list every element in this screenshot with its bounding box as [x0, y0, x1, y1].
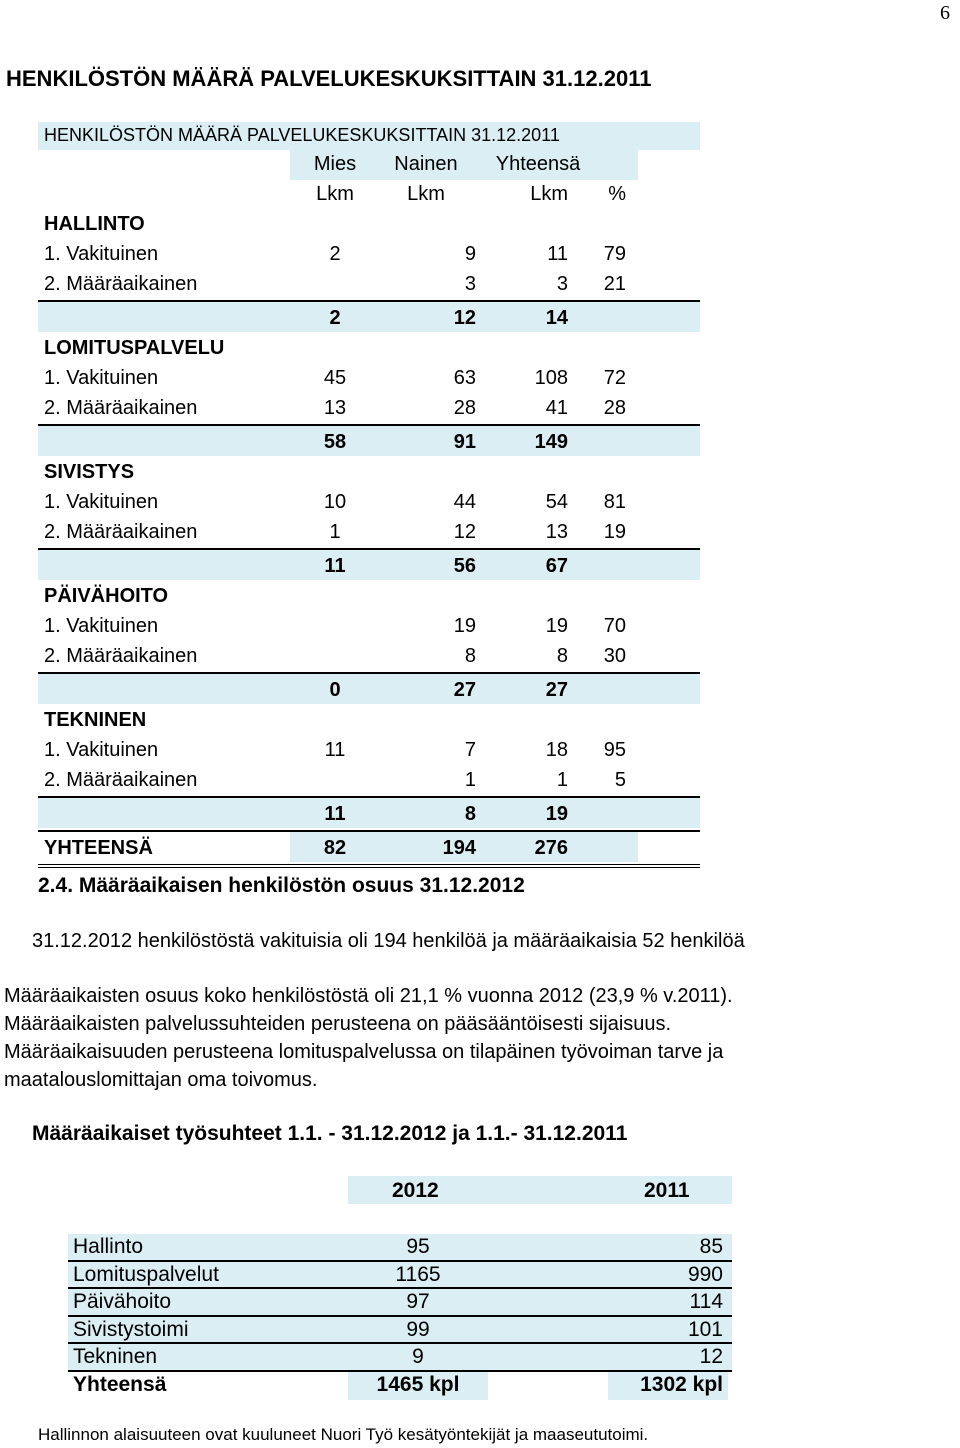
header-yhteensa: Yhteensä	[495, 153, 581, 175]
cell-percent: 19	[603, 521, 626, 543]
cell-mies: 11	[324, 739, 346, 761]
cell-nainen: 63	[453, 367, 476, 389]
contracts-2012: 99	[406, 1317, 430, 1341]
contracts-row	[68, 1289, 732, 1317]
row-label: 2. Määräaikainen	[44, 397, 198, 419]
contracts-row	[68, 1234, 732, 1262]
cell-yhteensa: 54	[545, 491, 568, 513]
year-2011: 2011	[644, 1179, 690, 1202]
table-row	[38, 736, 700, 766]
section-header-row	[38, 210, 700, 240]
subheader-lkm-2: Lkm	[407, 183, 445, 205]
contracts-table	[68, 1234, 732, 1402]
cell-percent: 79	[603, 243, 626, 265]
row-label: 1. Vakituinen	[44, 243, 159, 265]
cell-percent: 30	[603, 645, 626, 667]
cell-yhteensa: 13	[545, 521, 568, 543]
cell-yhteensa: 8	[556, 645, 568, 667]
total-nainen: 194	[442, 837, 476, 859]
cell-nainen: 3	[464, 273, 476, 295]
section-sum-row	[38, 796, 700, 830]
staff-table-total-row	[38, 830, 700, 868]
sum-nainen: 12	[453, 307, 476, 329]
cell-mies: 2	[329, 243, 341, 265]
sum-nainen: 56	[453, 555, 476, 577]
page-heading: HENKILÖSTÖN MÄÄRÄ PALVELUKESKUKSITTAIN 31.12.2011	[6, 66, 652, 91]
subheader-lkm-3: Lkm	[530, 183, 568, 205]
row-label: 2. Määräaikainen	[44, 645, 198, 667]
contracts-2012: 95	[406, 1235, 430, 1258]
contracts-total-2012: 1465 kpl	[376, 1372, 460, 1396]
row-label: 1. Vakituinen	[44, 491, 159, 513]
contracts-heading: Määräaikaiset työsuhteet 1.1. - 31.12.2012 ja 1.1.- 31.12.2011	[32, 1122, 628, 1145]
sum-mies: 58	[323, 431, 347, 453]
contracts-total-label: Yhteensä	[73, 1372, 167, 1396]
cell-yhteensa: 108	[534, 367, 568, 389]
cell-mies: 10	[323, 491, 347, 513]
cell-mies: 45	[323, 367, 347, 389]
table-row	[38, 364, 700, 394]
cell-yhteensa: 1	[556, 769, 568, 791]
contracts-unit: Lomituspalvelut	[73, 1262, 219, 1286]
paragraph-2-line-4: maatalouslomittajan oma toivomus.	[4, 1069, 318, 1091]
contracts-unit: Sivistystoimi	[73, 1317, 189, 1341]
paragraph-2-line-3: Määräaikaisuuden perusteena lomituspalvelussa on tilapäinen työvoiman tarve ja	[4, 1041, 724, 1063]
contracts-unit: Päivähoito	[73, 1290, 172, 1313]
section-name: HALLINTO	[44, 213, 145, 235]
row-label: 2. Määräaikainen	[44, 521, 198, 543]
contracts-2011: 12	[699, 1345, 723, 1368]
section-name: TEKNINEN	[44, 709, 147, 731]
cell-yhteensa: 18	[545, 739, 568, 761]
cell-nainen: 1	[464, 769, 476, 791]
sum-nainen: 27	[453, 679, 476, 701]
cell-nainen: 8	[464, 645, 476, 667]
cell-yhteensa: 41	[545, 397, 568, 419]
contracts-total-2011: 1302 kpl	[640, 1372, 723, 1396]
sum-mies: 0	[329, 679, 341, 701]
sum-nainen: 8	[464, 803, 476, 825]
contracts-unit: Hallinto	[73, 1235, 144, 1258]
cell-percent: 72	[603, 367, 626, 389]
contracts-row	[68, 1262, 732, 1290]
contracts-2012: 97	[406, 1290, 430, 1313]
contracts-2012: 1165	[395, 1262, 441, 1286]
header-nainen: Nainen	[394, 153, 458, 175]
cell-yhteensa: 19	[545, 615, 568, 637]
cell-nainen: 7	[464, 739, 476, 761]
section-header-row	[38, 706, 700, 736]
cell-mies: 13	[323, 397, 347, 419]
contracts-2011: 85	[699, 1235, 723, 1258]
table-row	[38, 642, 700, 672]
cell-mies: 1	[329, 521, 341, 543]
contracts-row	[68, 1344, 732, 1372]
cell-percent: 81	[603, 491, 626, 513]
year-2012: 2012	[392, 1179, 439, 1202]
cell-percent: 70	[603, 615, 626, 637]
table-row	[38, 394, 700, 424]
footnote: Hallinnon alaisuuteen ovat kuuluneet Nuori Työ kesätyöntekijät ja maaseututoimi.	[38, 1425, 649, 1444]
sum-mies: 11	[324, 803, 346, 825]
cell-nainen: 12	[453, 521, 476, 543]
section-sum-row	[38, 424, 700, 458]
section-header-row	[38, 334, 700, 364]
subheader-percent: %	[608, 183, 626, 205]
row-label: 2. Määräaikainen	[44, 273, 198, 295]
section-sum-row	[38, 548, 700, 582]
paragraph-2-line-1: Määräaikaisten osuus koko henkilöstöstä oli 21,1 % vuonna 2012 (23,9 % v.2011).	[4, 985, 733, 1007]
subheader-lkm-1: Lkm	[316, 183, 354, 205]
staff-table	[38, 122, 700, 868]
cell-nainen: 44	[453, 491, 476, 513]
section-sum-row	[38, 672, 700, 706]
page-number: 6	[940, 2, 950, 24]
sum-yhteensa: 14	[545, 307, 568, 329]
contracts-total-row	[68, 1372, 732, 1402]
section-name: SIVISTYS	[44, 461, 135, 483]
sum-yhteensa: 67	[545, 555, 568, 577]
section-header-row	[38, 582, 700, 612]
sum-mies: 11	[324, 555, 346, 577]
row-label: 2. Määräaikainen	[44, 769, 198, 791]
staff-table-subheader-row	[38, 180, 700, 210]
section-sum-row	[38, 300, 700, 334]
sum-yhteensa: 19	[545, 803, 568, 825]
section-heading: 2.4. Määräaikaisen henkilöstön osuus 31.12.2012	[38, 874, 525, 897]
contracts-2012: 9	[412, 1345, 424, 1368]
paragraph-2-line-2: Määräaikaisten palvelussuhteiden perusteena on pääsääntöisesti sijaisuus.	[4, 1013, 672, 1035]
cell-percent: 95	[603, 739, 626, 761]
section-header-row	[38, 458, 700, 488]
staff-table-title: HENKILÖSTÖN MÄÄRÄ PALVELUKESKUKSITTAIN 31.12.2011	[44, 125, 560, 145]
table-row	[38, 270, 700, 300]
cell-yhteensa: 11	[547, 243, 568, 265]
table-row	[38, 766, 700, 796]
cell-nainen: 19	[453, 615, 476, 637]
contracts-row	[68, 1317, 732, 1345]
row-label: 1. Vakituinen	[44, 615, 159, 637]
cell-percent: 5	[614, 769, 626, 791]
cell-yhteensa: 3	[556, 273, 568, 295]
table-row	[38, 612, 700, 642]
header-mies: Mies	[313, 153, 357, 175]
contracts-header-row	[348, 1176, 732, 1204]
contracts-2011: 114	[689, 1290, 723, 1313]
table-row	[38, 518, 700, 548]
sum-nainen: 91	[453, 431, 476, 453]
cell-nainen: 9	[464, 243, 476, 265]
contracts-2011: 990	[687, 1262, 723, 1286]
contracts-unit: Tekninen	[73, 1345, 158, 1368]
staff-table-sections	[38, 210, 700, 830]
total-mies: 82	[323, 837, 347, 859]
section-name: LOMITUSPALVELU	[44, 337, 225, 359]
total-label: YHTEENSÄ	[44, 837, 153, 859]
staff-table-title-row	[38, 122, 700, 150]
contracts-2011: 101	[687, 1317, 723, 1341]
sum-mies: 2	[329, 307, 341, 329]
paragraph-1: 31.12.2012 henkilöstöstä vakituisia oli 194 henkilöä ja määräaikaisia 52 henkilöä	[32, 930, 745, 952]
row-label: 1. Vakituinen	[44, 739, 159, 761]
section-name: PÄIVÄHOITO	[44, 585, 169, 607]
row-label: 1. Vakituinen	[44, 367, 159, 389]
total-yhteensa: 276	[534, 837, 568, 859]
sum-yhteensa: 149	[534, 431, 568, 453]
staff-table-header-row	[38, 150, 700, 180]
table-row	[38, 240, 700, 270]
cell-percent: 28	[603, 397, 626, 419]
table-row	[38, 488, 700, 518]
cell-percent: 21	[603, 273, 626, 295]
sum-yhteensa: 27	[545, 679, 568, 701]
cell-nainen: 28	[453, 397, 476, 419]
